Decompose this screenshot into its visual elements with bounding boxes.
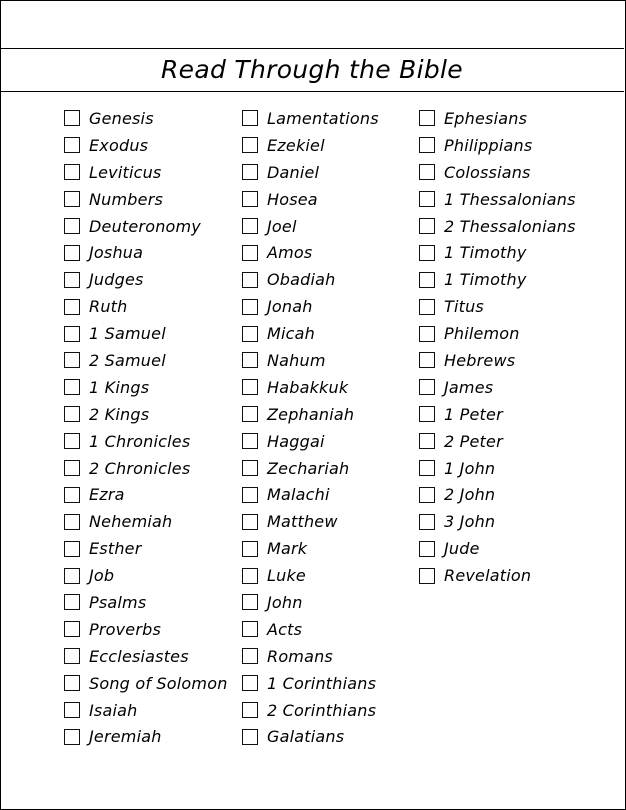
checklist-item[interactable] [64,723,228,750]
checkbox[interactable] [419,352,435,368]
checklist-item[interactable] [419,508,576,535]
book-label: Joshua [89,243,144,263]
checkbox[interactable] [64,379,80,395]
checklist-item[interactable] [64,616,228,643]
book-label: 2 Thessalonians [444,216,576,236]
checkbox[interactable] [419,379,435,395]
book-label: Song of Solomon [89,673,228,693]
book-label: Job [89,566,115,586]
column-2 [242,105,379,750]
checklist-item[interactable] [242,320,379,347]
checkbox[interactable] [242,460,258,476]
book-label: Isaiah [89,700,138,720]
book-label: Ephesians [444,108,528,128]
checkbox[interactable] [242,406,258,422]
checkbox[interactable] [64,433,80,449]
book-label: Jonah [267,297,313,317]
book-label: 2 Samuel [89,350,166,370]
checklist-item[interactable] [64,428,228,455]
checklist-item[interactable] [242,643,379,670]
checklist-item[interactable] [64,508,228,535]
book-label: Mark [267,539,308,559]
checkbox[interactable] [242,326,258,342]
book-label: 1 Timothy [444,270,527,290]
checklist-item[interactable] [419,455,576,482]
checkbox[interactable] [242,514,258,530]
checkbox[interactable] [242,245,258,261]
checklist-item[interactable] [64,455,228,482]
checklist-item[interactable] [419,535,576,562]
checkbox[interactable] [64,299,80,315]
checklist-item[interactable] [64,643,228,670]
book-label: Jeremiah [89,727,162,747]
book-label: Micah [267,324,315,344]
checklist-item[interactable] [419,401,576,428]
book-label: 2 Peter [444,431,503,451]
checklist-item[interactable] [419,239,576,266]
checkbox[interactable] [64,514,80,530]
checklist-item[interactable] [242,374,379,401]
checkbox[interactable] [419,568,435,584]
checklist-item[interactable] [419,266,576,293]
page-title: Read Through the Bible [161,55,463,84]
book-label: John [267,592,303,612]
checkbox[interactable] [242,675,258,691]
checklist-item[interactable] [419,481,576,508]
checklist-item[interactable] [242,589,379,616]
checklist-item[interactable] [242,455,379,482]
book-label: Malachi [267,485,330,505]
book-label: Zechariah [267,458,350,478]
checkbox[interactable] [242,621,258,637]
book-label: Galatians [267,727,345,747]
checklist-item[interactable] [64,239,228,266]
checklist-item[interactable] [64,266,228,293]
checkbox[interactable] [64,541,80,557]
book-label: Matthew [267,512,338,532]
checklist-item[interactable] [242,697,379,724]
checklist-item[interactable] [242,266,379,293]
checklist-item[interactable] [242,401,379,428]
checklist-item[interactable] [419,213,576,240]
book-label: 2 Corinthians [267,700,377,720]
checklist-item[interactable] [242,670,379,697]
checkbox[interactable] [419,487,435,503]
book-label: Ezekiel [267,135,325,155]
checkbox[interactable] [64,245,80,261]
checkbox[interactable] [64,352,80,368]
book-label: 1 Samuel [89,324,166,344]
checkbox[interactable] [242,594,258,610]
book-label: Revelation [444,566,532,586]
book-label: 1 Timothy [444,243,527,263]
checklist-item[interactable] [64,374,228,401]
checkbox[interactable] [242,648,258,664]
book-label: 1 Thessalonians [444,189,576,209]
book-label: 2 John [444,485,496,505]
checkbox[interactable] [242,218,258,234]
book-label: James [444,377,494,397]
book-label: Haggai [267,431,325,451]
checkbox[interactable] [64,594,80,610]
book-label: Exodus [89,135,149,155]
checklist-item[interactable] [419,159,576,186]
checkbox[interactable] [419,406,435,422]
checklist-item[interactable] [64,347,228,374]
checkbox[interactable] [242,433,258,449]
checkbox[interactable] [242,352,258,368]
book-label: Jude [444,539,480,559]
book-label: Judges [89,270,144,290]
checkbox[interactable] [419,433,435,449]
checkbox[interactable] [64,218,80,234]
book-label: Numbers [89,189,164,209]
checkbox[interactable] [64,326,80,342]
checklist-item[interactable] [419,132,576,159]
checkbox[interactable] [242,191,258,207]
book-label: Colossians [444,162,531,182]
checklist-item[interactable] [64,293,228,320]
title-bar [0,48,624,92]
checkbox[interactable] [419,191,435,207]
checkbox[interactable] [64,137,80,153]
checklist-item[interactable] [419,374,576,401]
checklist-item[interactable] [242,723,379,750]
checklist-item[interactable] [64,159,228,186]
checklist-item[interactable] [64,213,228,240]
checkbox[interactable] [64,272,80,288]
book-label: Lamentations [267,108,379,128]
checklist-item[interactable] [242,535,379,562]
checklist-item[interactable] [419,293,576,320]
checklist-item[interactable] [64,562,228,589]
checklist-item[interactable] [242,213,379,240]
checkbox[interactable] [419,137,435,153]
checkbox[interactable] [242,164,258,180]
book-label: Luke [267,566,306,586]
checkbox[interactable] [419,299,435,315]
checkbox[interactable] [242,568,258,584]
book-label: Ezra [89,485,125,505]
checkbox[interactable] [64,702,80,718]
checkbox[interactable] [242,110,258,126]
checkbox[interactable] [64,164,80,180]
checkbox[interactable] [64,406,80,422]
book-label: 2 Kings [89,404,150,424]
book-label: Philippians [444,135,533,155]
book-label: Leviticus [89,162,162,182]
checklist-item[interactable] [419,186,576,213]
checklist-item[interactable] [242,481,379,508]
book-label: Romans [267,646,333,666]
checklist-item[interactable] [242,293,379,320]
book-label: Hebrews [444,350,516,370]
book-label: Nehemiah [89,512,173,532]
checklist-item[interactable] [242,132,379,159]
book-label: 1 Peter [444,404,503,424]
checklist-item[interactable] [242,186,379,213]
checklist-item[interactable] [64,186,228,213]
checkbox[interactable] [419,164,435,180]
checkbox[interactable] [242,299,258,315]
book-label: 3 John [444,512,496,532]
checkbox[interactable] [419,514,435,530]
checkbox[interactable] [242,541,258,557]
checklist-item[interactable] [419,105,576,132]
checkbox[interactable] [242,379,258,395]
checklist-item[interactable] [242,508,379,535]
book-label: Hosea [267,189,318,209]
book-label: 1 Chronicles [89,431,191,451]
checkbox[interactable] [419,245,435,261]
checkbox[interactable] [419,326,435,342]
checklist-item[interactable] [419,562,576,589]
book-label: Acts [267,619,303,639]
checklist-item[interactable] [242,239,379,266]
book-label: 2 Chronicles [89,458,191,478]
checkbox[interactable] [64,621,80,637]
book-label: Amos [267,243,313,263]
checklist-item[interactable] [242,616,379,643]
column-1 [64,105,228,750]
book-label: Habakkuk [267,377,349,397]
checklist-item[interactable] [64,401,228,428]
checklist-item[interactable] [64,132,228,159]
book-label: Titus [444,297,484,317]
checkbox[interactable] [64,460,80,476]
checkbox[interactable] [419,110,435,126]
checkbox[interactable] [64,568,80,584]
checklist-item[interactable] [64,697,228,724]
book-label: Obadiah [267,270,336,290]
book-label: Ecclesiastes [89,646,189,666]
checkbox[interactable] [64,110,80,126]
checkbox[interactable] [64,487,80,503]
checklist-item[interactable] [64,481,228,508]
checkbox[interactable] [64,675,80,691]
checkbox[interactable] [419,272,435,288]
checkbox[interactable] [242,729,258,745]
book-label: 1 Kings [89,377,150,397]
book-label: Daniel [267,162,320,182]
checklist-item[interactable] [64,589,228,616]
checklist-item[interactable] [242,562,379,589]
checkbox[interactable] [242,272,258,288]
column-3 [419,105,576,589]
checklist-item[interactable] [419,347,576,374]
checkbox[interactable] [419,460,435,476]
book-label: Joel [267,216,297,236]
book-label: Esther [89,539,142,559]
checkbox[interactable] [242,702,258,718]
book-label: Psalms [89,592,147,612]
checklist-item[interactable] [419,320,576,347]
book-label: Proverbs [89,619,161,639]
book-label: Zephaniah [267,404,355,424]
checklist-item[interactable] [242,105,379,132]
checklist-item[interactable] [242,428,379,455]
checklist-item[interactable] [419,428,576,455]
book-label: 1 Corinthians [267,673,377,693]
book-label: 1 John [444,458,496,478]
book-label: Ruth [89,297,128,317]
book-label: Philemon [444,324,520,344]
checklist-item[interactable] [242,347,379,374]
checklist-item[interactable] [64,535,228,562]
checkbox[interactable] [242,137,258,153]
checkbox[interactable] [419,218,435,234]
book-label: Deuteronomy [89,216,201,236]
checklist-item[interactable] [64,670,228,697]
book-label: Nahum [267,350,326,370]
checklist-item[interactable] [64,320,228,347]
checkbox[interactable] [64,191,80,207]
checklist-item[interactable] [64,105,228,132]
checkbox[interactable] [64,729,80,745]
checkbox[interactable] [242,487,258,503]
checklist-item[interactable] [242,159,379,186]
checkbox[interactable] [64,648,80,664]
book-label: Genesis [89,108,154,128]
checkbox[interactable] [419,541,435,557]
